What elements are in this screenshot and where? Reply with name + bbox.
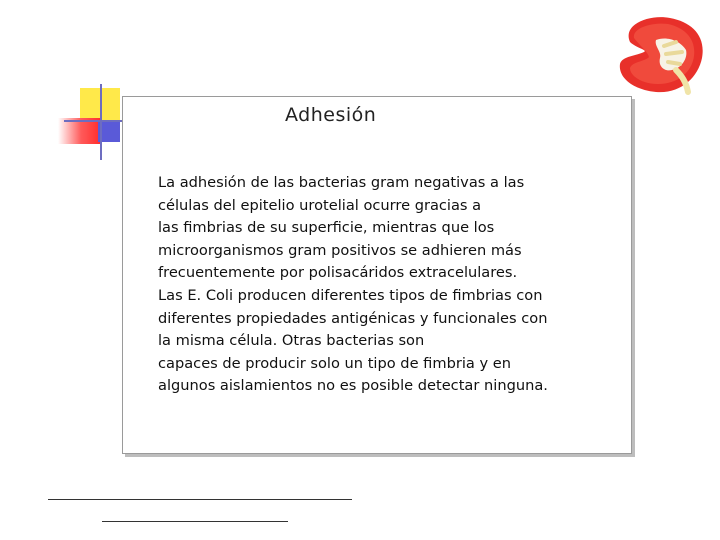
body-line: diferentes propiedades antigénicas y funcionales con — [158, 309, 548, 327]
body-line: las fimbrias de su superficie, mientras que los — [158, 219, 495, 237]
body-line: Las E. Coli producen diferentes tipos de fimbrias con — [158, 286, 543, 304]
body-line: células del epitelio urotelial ocurre gracias a — [158, 196, 482, 214]
body-line: frecuentemente por polisacáridos extracelulares. — [158, 264, 518, 282]
decorative-horizontal-line — [64, 120, 124, 122]
decorative-vertical-line — [100, 84, 102, 160]
body-line: microorganismos gram positivos se adhieren más — [158, 241, 522, 259]
body-line: capaces de producir solo un tipo de fimbria y en — [158, 354, 511, 372]
slide-body-text — [158, 172, 610, 398]
slide-title: Adhesión — [285, 104, 377, 126]
body-line: algunos aislamientos no es posible detectar ninguna. — [158, 377, 548, 395]
footer-rule-short — [102, 521, 288, 522]
body-line: la misma célula. Otras bacterias son — [158, 332, 425, 350]
body-line: La adhesión de las bacterias gram negativas a las — [158, 174, 525, 191]
footer-rule-long — [48, 499, 352, 500]
kidney-cross-section-icon — [610, 12, 710, 98]
